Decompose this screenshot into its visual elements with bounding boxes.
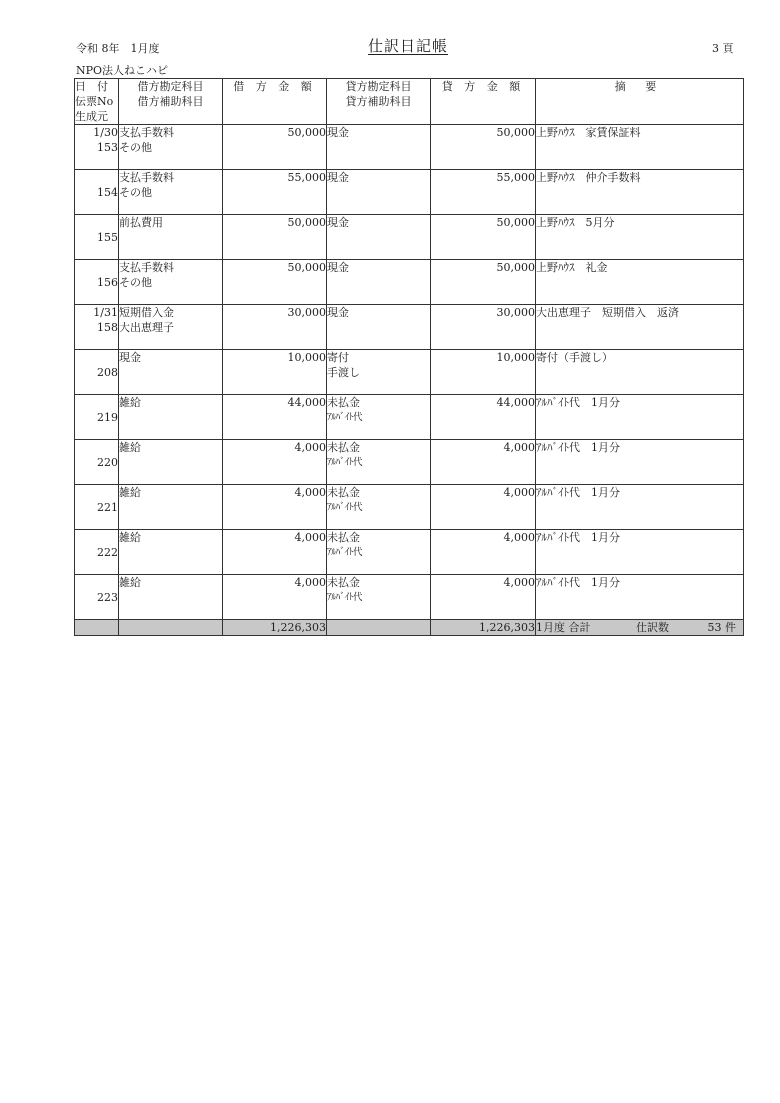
credit-amount: 50,000 (431, 260, 536, 305)
debit-amount: 4,000 (223, 530, 327, 575)
header-credit-sub-label: 貸方補助科目 (345, 95, 412, 108)
credit-sub-account: ｱﾙﾊﾞｲﾄ代 (327, 502, 363, 513)
date-voucher-cell (75, 260, 119, 305)
credit-amount: 50,000 (431, 215, 536, 260)
page-number: 3 頁 (712, 42, 734, 55)
credit-account-cell (327, 440, 431, 485)
credit-account: 寄付 (327, 351, 349, 364)
debit-amount: 50,000 (223, 125, 327, 170)
debit-amount: 30,000 (223, 305, 327, 350)
credit-account: 現金 (327, 306, 349, 319)
total-summary (536, 620, 744, 636)
credit-sub-account: ｱﾙﾊﾞｲﾄ代 (327, 457, 363, 468)
debit-account-cell (119, 170, 223, 215)
date-voucher-cell (75, 440, 119, 485)
voucher-number: 223 (97, 591, 118, 604)
header-credit-account-label: 貸方勘定科目 (345, 80, 412, 93)
summary-text: ｱﾙﾊﾞｲﾄ代 1月分 (536, 575, 744, 620)
header-debit-account-label: 借方勘定科目 (137, 80, 204, 93)
debit-account-cell (119, 530, 223, 575)
document-title: 仕訳日記帳 (368, 37, 449, 55)
credit-amount: 55,000 (431, 170, 536, 215)
organization-name: NPO法人ねこハピ (76, 64, 169, 77)
credit-account: 未払金 (327, 396, 360, 409)
debit-account: 雑給 (119, 441, 141, 454)
entry-date (75, 260, 118, 275)
header-credit-account (327, 79, 431, 125)
debit-account-cell (119, 485, 223, 530)
total-empty-date (75, 620, 119, 636)
debit-account: 前払費用 (119, 216, 163, 229)
credit-account: 現金 (327, 216, 349, 229)
date-voucher-cell (75, 305, 119, 350)
credit-account: 未払金 (327, 576, 360, 589)
credit-sub-account: ｱﾙﾊﾞｲﾄ代 (327, 412, 363, 423)
total-row (75, 620, 744, 636)
debit-amount: 55,000 (223, 170, 327, 215)
debit-account: 支払手数料 (119, 261, 174, 274)
credit-amount: 4,000 (431, 530, 536, 575)
summary-text: 寄付（手渡し） (536, 350, 744, 395)
voucher-number: 219 (97, 411, 118, 424)
total-month-label: 1月度 合計 (536, 621, 591, 634)
debit-account-cell (119, 305, 223, 350)
table-row (75, 125, 744, 170)
table-row (75, 215, 744, 260)
debit-account-cell (119, 125, 223, 170)
debit-account-cell (119, 260, 223, 305)
credit-account-cell (327, 170, 431, 215)
table-row (75, 485, 744, 530)
debit-account: 支払手数料 (119, 126, 174, 139)
debit-account: 短期借入金 (119, 306, 174, 319)
table-header-row (75, 79, 744, 125)
credit-total: 1,226,303 (431, 620, 536, 636)
summary-text: ｱﾙﾊﾞｲﾄ代 1月分 (536, 485, 744, 530)
table-row (75, 530, 744, 575)
summary-text: ｱﾙﾊﾞｲﾄ代 1月分 (536, 440, 744, 485)
period-label: 令和 8年 1月度 (76, 42, 160, 55)
voucher-number: 154 (97, 186, 118, 199)
debit-sub-account: 大出恵理子 (119, 321, 174, 334)
entry-count-label: 仕訳数 (636, 621, 669, 634)
total-empty-debit-account (119, 620, 223, 636)
header-debit-sub-label: 借方補助科目 (137, 95, 204, 108)
journal-table (74, 78, 744, 636)
header-summary: 摘 要 (536, 79, 744, 125)
summary-text: 上野ﾊｳｽ 礼金 (536, 260, 744, 305)
entry-count-value: 53 件 (707, 621, 736, 634)
credit-account-cell (327, 485, 431, 530)
voucher-number: 153 (97, 141, 118, 154)
entry-date (75, 395, 118, 410)
credit-amount: 50,000 (431, 125, 536, 170)
table-row (75, 170, 744, 215)
debit-total: 1,226,303 (223, 620, 327, 636)
summary-text: ｱﾙﾊﾞｲﾄ代 1月分 (536, 395, 744, 440)
credit-account-cell (327, 350, 431, 395)
debit-account-cell (119, 215, 223, 260)
date-voucher-cell (75, 170, 119, 215)
debit-sub-account: その他 (119, 141, 152, 154)
summary-text: 大出恵理子 短期借入 返済 (536, 305, 744, 350)
debit-amount: 50,000 (223, 260, 327, 305)
entry-date: 1/30 (93, 126, 118, 139)
debit-amount: 44,000 (223, 395, 327, 440)
entry-date (75, 350, 118, 365)
date-voucher-cell (75, 350, 119, 395)
entry-date (75, 485, 118, 500)
debit-amount: 4,000 (223, 440, 327, 485)
credit-account-cell (327, 530, 431, 575)
credit-amount: 4,000 (431, 440, 536, 485)
credit-amount: 10,000 (431, 350, 536, 395)
credit-account: 未払金 (327, 486, 360, 499)
credit-amount: 30,000 (431, 305, 536, 350)
entry-date (75, 215, 118, 230)
entry-date (75, 575, 118, 590)
header-date: 日 付 (75, 80, 108, 93)
credit-sub-account: 手渡し (327, 366, 360, 379)
table-row (75, 260, 744, 305)
credit-amount: 44,000 (431, 395, 536, 440)
debit-amount: 4,000 (223, 485, 327, 530)
header-credit-amount: 貸 方 金 額 (431, 79, 536, 125)
summary-text: ｱﾙﾊﾞｲﾄ代 1月分 (536, 530, 744, 575)
debit-account-cell (119, 575, 223, 620)
table-row (75, 305, 744, 350)
voucher-number: 155 (97, 231, 118, 244)
debit-amount: 4,000 (223, 575, 327, 620)
credit-account-cell (327, 125, 431, 170)
header-date-voucher (75, 79, 119, 125)
summary-text: 上野ﾊｳｽ 仲介手数料 (536, 170, 744, 215)
credit-account: 現金 (327, 171, 349, 184)
header-debit-account (119, 79, 223, 125)
credit-account: 未払金 (327, 531, 360, 544)
summary-text: 上野ﾊｳｽ 家賃保証料 (536, 125, 744, 170)
debit-sub-account: その他 (119, 276, 152, 289)
date-voucher-cell (75, 395, 119, 440)
entry-date (75, 440, 118, 455)
entry-date: 1/31 (93, 306, 118, 319)
voucher-number: 208 (97, 366, 118, 379)
date-voucher-cell (75, 215, 119, 260)
credit-account: 現金 (327, 126, 349, 139)
date-voucher-cell (75, 125, 119, 170)
credit-amount: 4,000 (431, 485, 536, 530)
voucher-number: 222 (97, 546, 118, 559)
voucher-number: 220 (97, 456, 118, 469)
debit-account-cell (119, 440, 223, 485)
entry-date (75, 530, 118, 545)
voucher-number: 156 (97, 276, 118, 289)
debit-account: 雑給 (119, 531, 141, 544)
debit-account: 雑給 (119, 486, 141, 499)
header-voucher: 伝票No (75, 95, 114, 108)
debit-account-cell (119, 350, 223, 395)
credit-sub-account: ｱﾙﾊﾞｲﾄ代 (327, 547, 363, 558)
debit-account: 雑給 (119, 396, 141, 409)
debit-account: 支払手数料 (119, 171, 174, 184)
credit-account: 現金 (327, 261, 349, 274)
debit-account: 雑給 (119, 576, 141, 589)
debit-amount: 50,000 (223, 215, 327, 260)
credit-account-cell (327, 575, 431, 620)
table-row (75, 575, 744, 620)
date-voucher-cell (75, 485, 119, 530)
entry-date (75, 170, 118, 185)
credit-account: 未払金 (327, 441, 360, 454)
voucher-number: 221 (97, 501, 118, 514)
table-row (75, 395, 744, 440)
credit-account-cell (327, 305, 431, 350)
credit-amount: 4,000 (431, 575, 536, 620)
debit-account: 現金 (119, 351, 141, 364)
debit-sub-account: その他 (119, 186, 152, 199)
header-source: 生成元 (75, 110, 108, 123)
table-row (75, 350, 744, 395)
header-debit-amount: 借 方 金 額 (223, 79, 327, 125)
debit-account-cell (119, 395, 223, 440)
credit-account-cell (327, 395, 431, 440)
credit-account-cell (327, 260, 431, 305)
credit-sub-account: ｱﾙﾊﾞｲﾄ代 (327, 592, 363, 603)
date-voucher-cell (75, 530, 119, 575)
voucher-number: 158 (97, 321, 118, 334)
table-row (75, 440, 744, 485)
summary-text: 上野ﾊｳｽ 5月分 (536, 215, 744, 260)
date-voucher-cell (75, 575, 119, 620)
total-empty-credit-account (327, 620, 431, 636)
debit-amount: 10,000 (223, 350, 327, 395)
credit-account-cell (327, 215, 431, 260)
